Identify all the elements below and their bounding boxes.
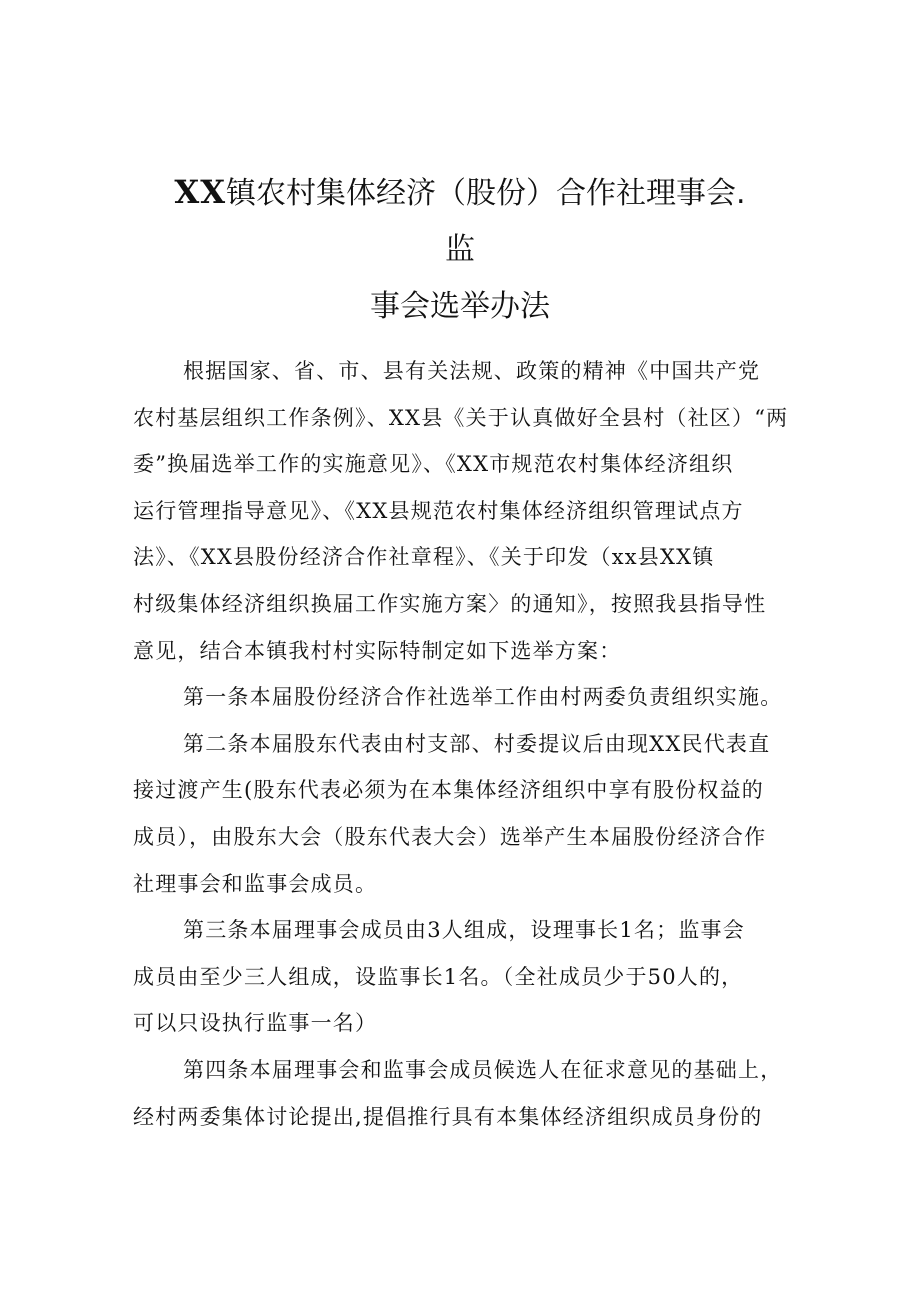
body-line: 成员由至少三人组成，设监事长1名。（全社成员少于50人的， bbox=[133, 964, 744, 989]
body-line: 成员），由股东大会（股东代表大会）选举产生本届股份经济合作 bbox=[133, 824, 767, 849]
body-line: 可以只设执行监事一名） bbox=[133, 1011, 378, 1036]
title-line-1-text: 镇农村集体经济（股份）合作社理事会. bbox=[226, 176, 746, 211]
document-title-line-1 bbox=[0, 172, 920, 214]
body-line: 运行管理指导意见》、《XX县规范农村集体经济组织管理试点方 bbox=[133, 498, 744, 523]
article-2-line: 第二条本届股东代表由村支部、村委提议后由现XX民代表直 bbox=[183, 731, 771, 756]
body-line: 根据国家、省、市、县有关法规、政策的精神《中国共产党 bbox=[183, 359, 761, 383]
article-1-line: 第一条本届股份经济合作社选举工作由村两委负责组织实施。 bbox=[183, 685, 783, 710]
body-line: 法》、《XX县股份经济合作社章程》、《关于印发（xx县XX镇 bbox=[133, 545, 715, 570]
body-line: 农村基层组织工作条例》、XX县《关于认真做好全县村（社区）“两 bbox=[133, 405, 789, 430]
title-prefix-xx: XX bbox=[174, 173, 227, 211]
body-line: 委”换届选举工作的实施意见》、《XX市规范农村集体经济组织 bbox=[133, 452, 734, 477]
document-title-line-2: 监 bbox=[445, 232, 475, 267]
document-title-line-3: 事会选举办法 bbox=[370, 289, 550, 324]
body-line: 经村两委集体讨论提出,提倡推行具有本集体经济组织成员身份的 bbox=[133, 1104, 763, 1129]
article-3-line: 第三条本届理事会成员由3人组成，设理事长1名；监事会 bbox=[183, 918, 745, 943]
body-line: 社理事会和监事会成员。 bbox=[133, 871, 378, 896]
document-body bbox=[133, 348, 813, 1140]
body-line: 接过渡产生(股东代表必须为在本集体经济组织中享有股份权益的 bbox=[133, 778, 764, 803]
body-line: 村级集体经济组织换届工作实施方案〉的通知》，按照我县指导性 bbox=[133, 591, 767, 616]
body-line: 意见，结合本镇我村村实际特制定如下选举方案： bbox=[133, 638, 622, 663]
article-4-line: 第四条本届理事会和监事会成员候选人在征求意见的基础上， bbox=[183, 1057, 783, 1082]
